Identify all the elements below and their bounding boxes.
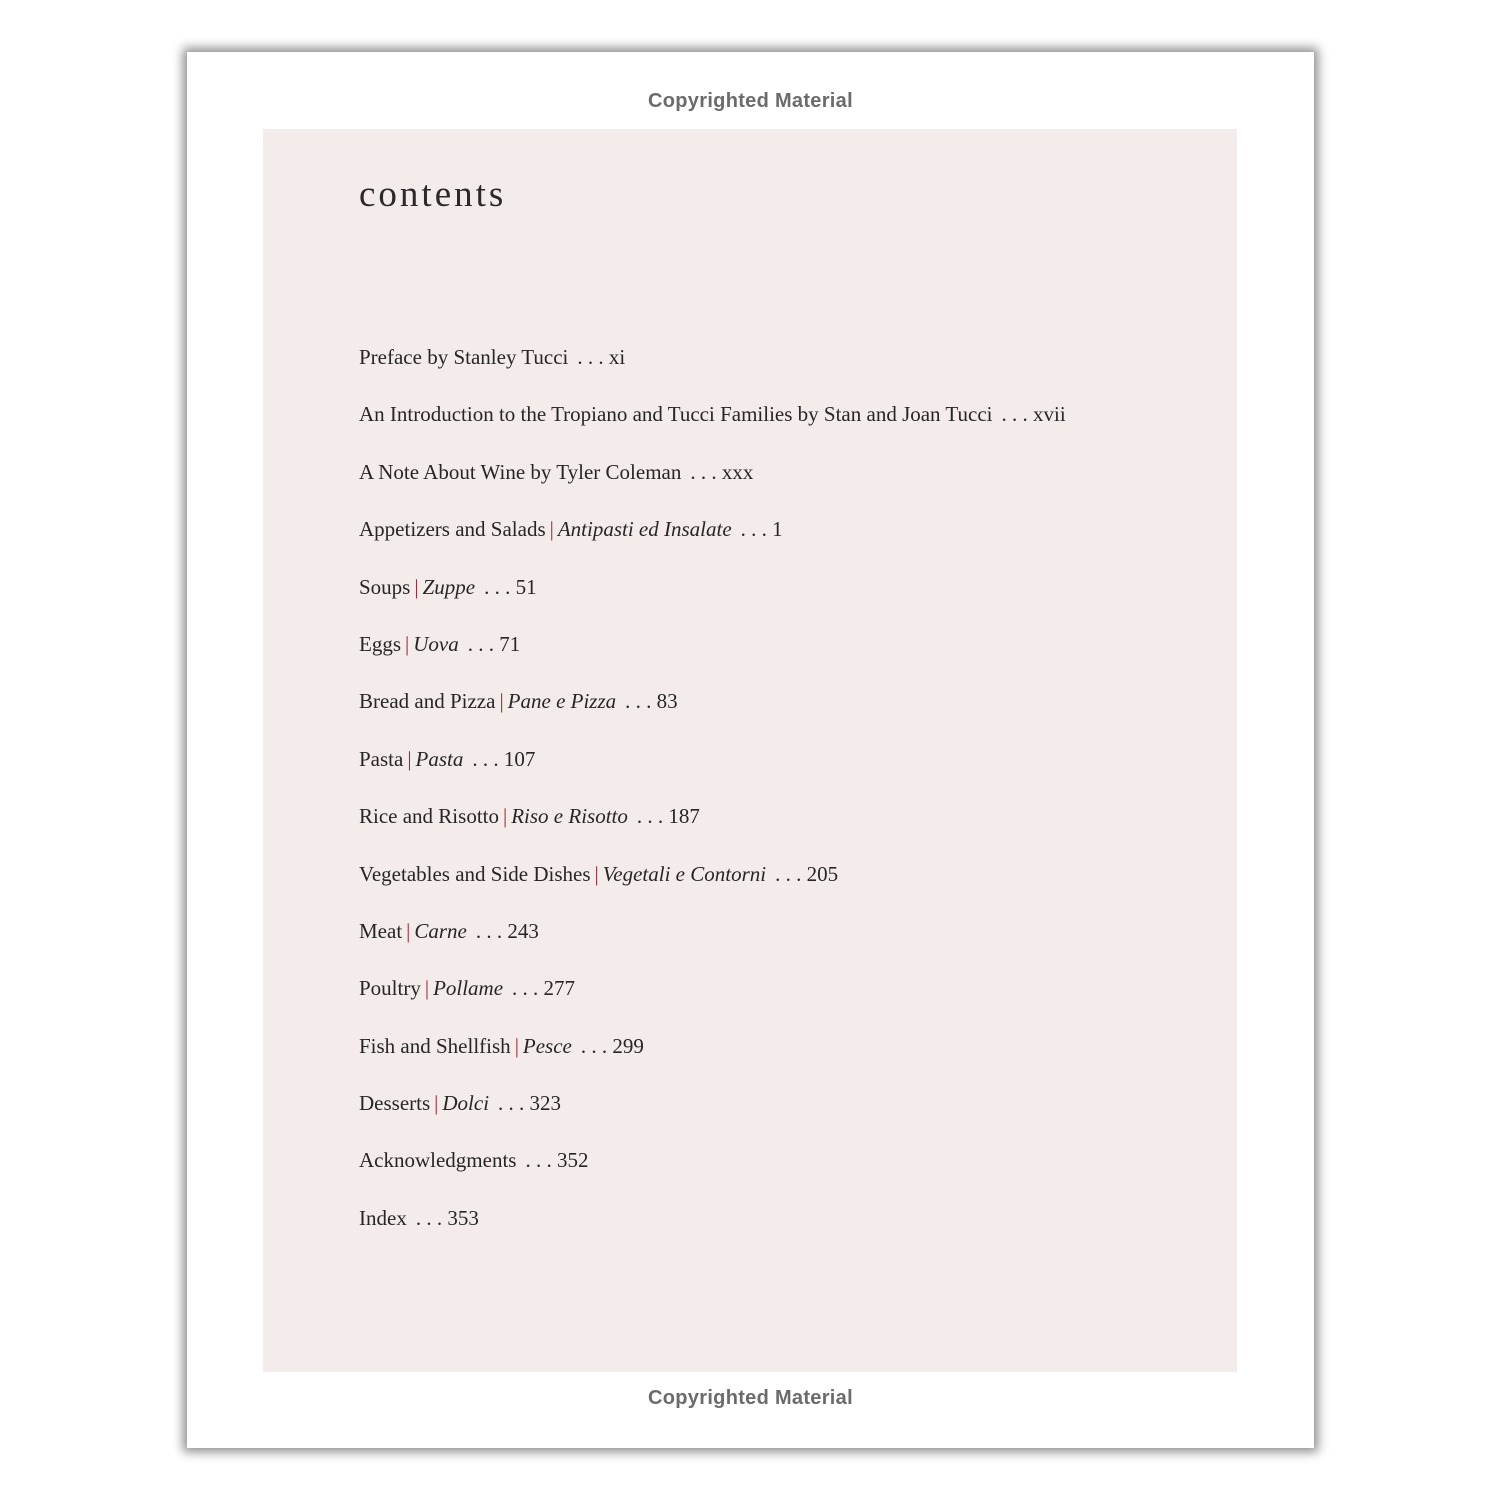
toc-entry-title: A Note About Wine by Tyler Coleman [359,459,682,484]
toc-page-number: . . . xxx [690,459,754,484]
book-page [187,52,1314,1448]
toc-page-number: . . . 71 [467,631,521,656]
toc-entry-title: Desserts [359,1091,431,1116]
toc-page-number: . . . 83 [625,689,678,714]
toc-entry [359,567,1066,624]
toc-entry-italian-title: Zuppe [422,574,476,599]
toc-entry-title: Eggs [359,631,401,656]
toc-page-number: . . . 352 [525,1148,589,1173]
toc-entry [359,1083,1066,1140]
toc-separator: | [499,689,504,714]
toc-page-number: . . . 205 [775,861,839,886]
toc-separator: | [434,1091,439,1116]
toc-separator: | [503,804,508,829]
toc-entry-title: Meat [359,918,403,943]
toc-page-number: . . . xvii [1001,402,1066,427]
toc-entry [359,1026,1066,1083]
toc-entry-title: Poultry [359,976,421,1001]
toc-separator: | [594,861,599,886]
toc-separator: | [407,746,412,771]
toc-entry [359,337,1066,394]
toc-entry-title: Pasta [359,746,404,771]
toc-entry [359,968,1066,1025]
toc-entry [359,739,1066,796]
copyright-header: Copyrighted Material [648,90,853,112]
toc-page-number: . . . 299 [580,1033,644,1058]
toc-entry [359,394,1066,451]
toc-separator: | [514,1033,519,1058]
toc-entry-italian-title: Vegetali e Contorni [602,861,767,886]
toc-page-number: . . . 187 [636,804,700,829]
toc-entry [359,452,1066,509]
toc-separator: | [549,517,554,542]
contents-panel [263,129,1237,1372]
toc-page-number: . . . 107 [472,746,536,771]
toc-page-number: . . . 243 [475,918,539,943]
toc-entry-title: Appetizers and Salads [359,517,546,542]
toc-entry-italian-title: Pollame [433,976,504,1001]
toc-entry-italian-title: Dolci [442,1091,490,1116]
toc-entry [359,854,1066,911]
toc-entry-title: Bread and Pizza [359,689,496,714]
toc-entry-italian-title: Pesce [522,1033,572,1058]
toc-entry-title: Acknowledgments [359,1148,517,1173]
toc-entry-italian-title: Riso e Risotto [511,804,628,829]
toc-separator: | [424,976,430,1001]
toc-entry-italian-title: Antipasti ed Insalate [557,517,732,542]
toc-separator: | [414,574,419,599]
toc-entry-italian-title: Pasta [415,746,464,771]
toc-entry-italian-title: Carne [414,918,467,943]
toc-entry [359,1198,1066,1255]
toc-separator: | [406,918,411,943]
toc-entry [359,624,1066,681]
toc-entry-title: Preface by Stanley Tucci [359,345,569,369]
copyright-footer: Copyrighted Material [648,1387,853,1409]
toc-entry [359,681,1066,738]
toc-entry-italian-title: Uova [413,631,459,656]
toc-entry [359,1140,1066,1197]
toc-entry-title: Vegetables and Side Dishes [359,861,591,886]
toc-entry-title: Soups [359,574,411,599]
page-title: contents [359,174,507,215]
toc-page-number: . . . 51 [484,574,537,599]
toc-entry-title: Fish and Shellfish [359,1033,511,1058]
toc-entry [359,796,1066,853]
toc-separator: | [405,631,410,656]
toc-entry-italian-title: Pane e Pizza [507,689,617,714]
toc-page-number: . . . 353 [415,1205,479,1230]
toc-entry [359,911,1066,968]
toc-entry-title: An Introduction to the Tropiano and Tucci Families by Stan and Joan Tucci [359,402,993,427]
toc-entry [359,509,1066,566]
toc-page-number: . . . xi [577,345,626,369]
toc-entry-title: Index [359,1205,407,1230]
toc-page-number: . . . 323 [498,1091,562,1116]
table-of-contents [359,337,1066,1255]
toc-page-number: . . . 277 [512,976,576,1001]
toc-page-number: . . . 1 [740,517,783,542]
toc-entry-title: Rice and Risotto [359,804,499,829]
